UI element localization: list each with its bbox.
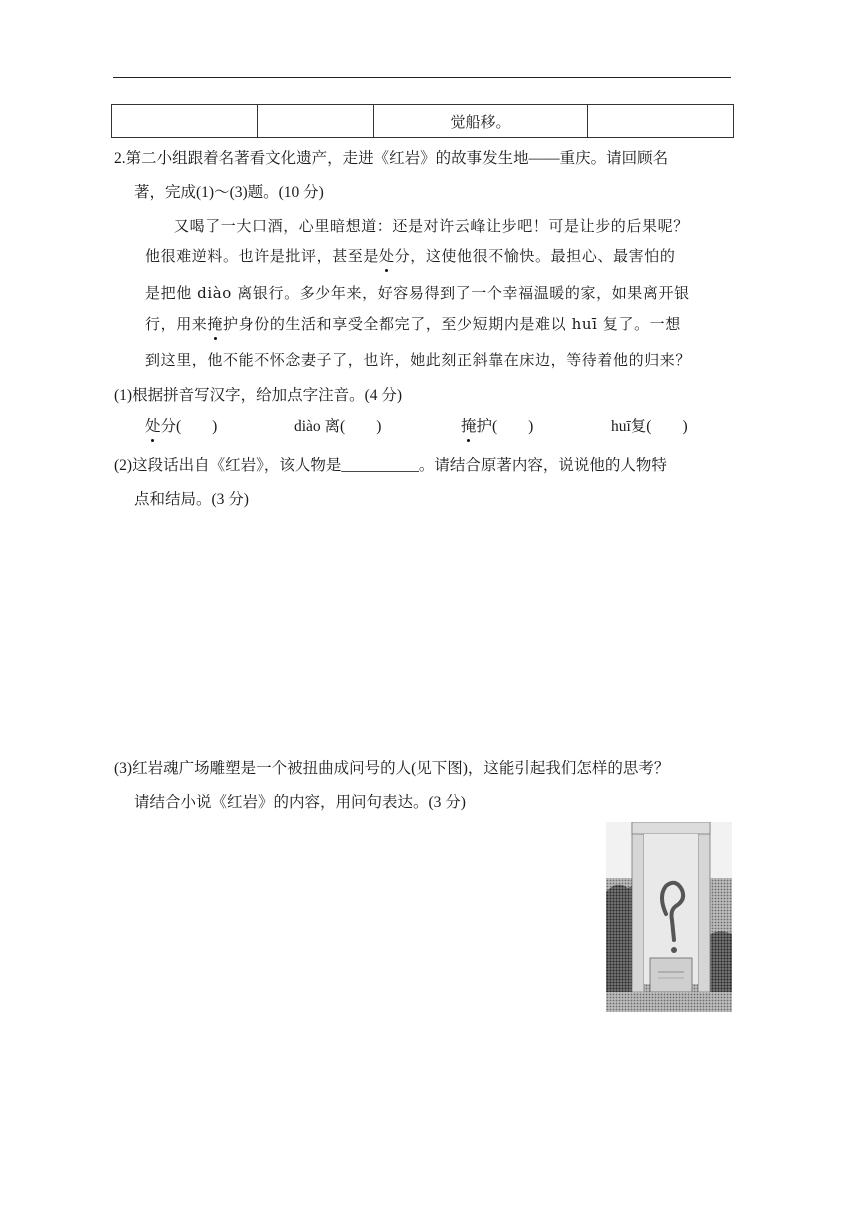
table-cell: [112, 105, 258, 138]
sub1-item4: huī复( ): [611, 418, 688, 435]
table-fragment: [111, 104, 734, 138]
passage-text: 他很难逆料。也许是批评，甚至是: [145, 247, 380, 265]
sub1-item1: [145, 414, 217, 436]
table-cell: 觉船移。: [374, 105, 588, 138]
passage-line3: 是把他 diào 离银行。多少年来，好容易得到了一个幸福温暖的家，如果离开银: [145, 284, 690, 302]
emphasis-dot-char: 掩: [461, 414, 477, 436]
passage-line1: 又喝了一大口酒，心里暗想道：还是对许云峰让步吧！可是让步的后果呢？: [174, 217, 689, 235]
table-cell: [258, 105, 374, 138]
passage-text: 护身份的生活和享受全都完了，至少短期内是难以 huī 复了。一想: [223, 315, 681, 333]
passage-line5: 到这里，他不能不怀念妻子了，也许，她此刻正斜靠在床边，等待着他的归来？: [145, 351, 692, 369]
sub1-item3: [461, 414, 533, 436]
sub2-line2: 点和结局。(3 分): [134, 491, 249, 508]
sub1-item2: diào 离( ): [294, 418, 382, 435]
passage-text: 分，这使他很不愉快。最担心、最害怕的: [394, 247, 676, 265]
table-cell: [588, 105, 734, 138]
sculpture-photo: [606, 822, 732, 1012]
passage-line4: [145, 313, 681, 334]
passage-text: 行，用来: [145, 315, 208, 333]
sub2-line1: (2)这段话出自《红岩》，该人物是__________。请结合原著内容，说说他的人物特: [114, 457, 667, 474]
answer-blank: 分( ): [160, 418, 218, 435]
question2-line2: 著，完成(1)～(3)题。(10 分): [134, 184, 324, 201]
emphasis-dot-char: 处: [145, 414, 161, 436]
passage-line2: [145, 245, 675, 266]
sub3-line2: 请结合小说《红岩》的内容，用问句表达。(3 分): [134, 794, 466, 811]
question2-line1: 2.第二小组跟着名著看文化遗产，走进《红岩》的故事发生地——重庆。请回顾名: [114, 150, 669, 167]
header-rule: [113, 77, 731, 78]
table-row: [112, 105, 734, 138]
emphasis-dot-char: 掩: [207, 315, 224, 333]
answer-blank: 护( ): [476, 418, 534, 435]
sub1-prompt: (1)根据拼音写汉字，给加点字注音。(4 分): [114, 387, 403, 404]
emphasis-dot-char: 处: [379, 247, 395, 265]
sub3-line1: (3)红岩魂广场雕塑是一个被扭曲成问号的人(见下图)，这能引起我们怎样的思考？: [114, 760, 670, 777]
